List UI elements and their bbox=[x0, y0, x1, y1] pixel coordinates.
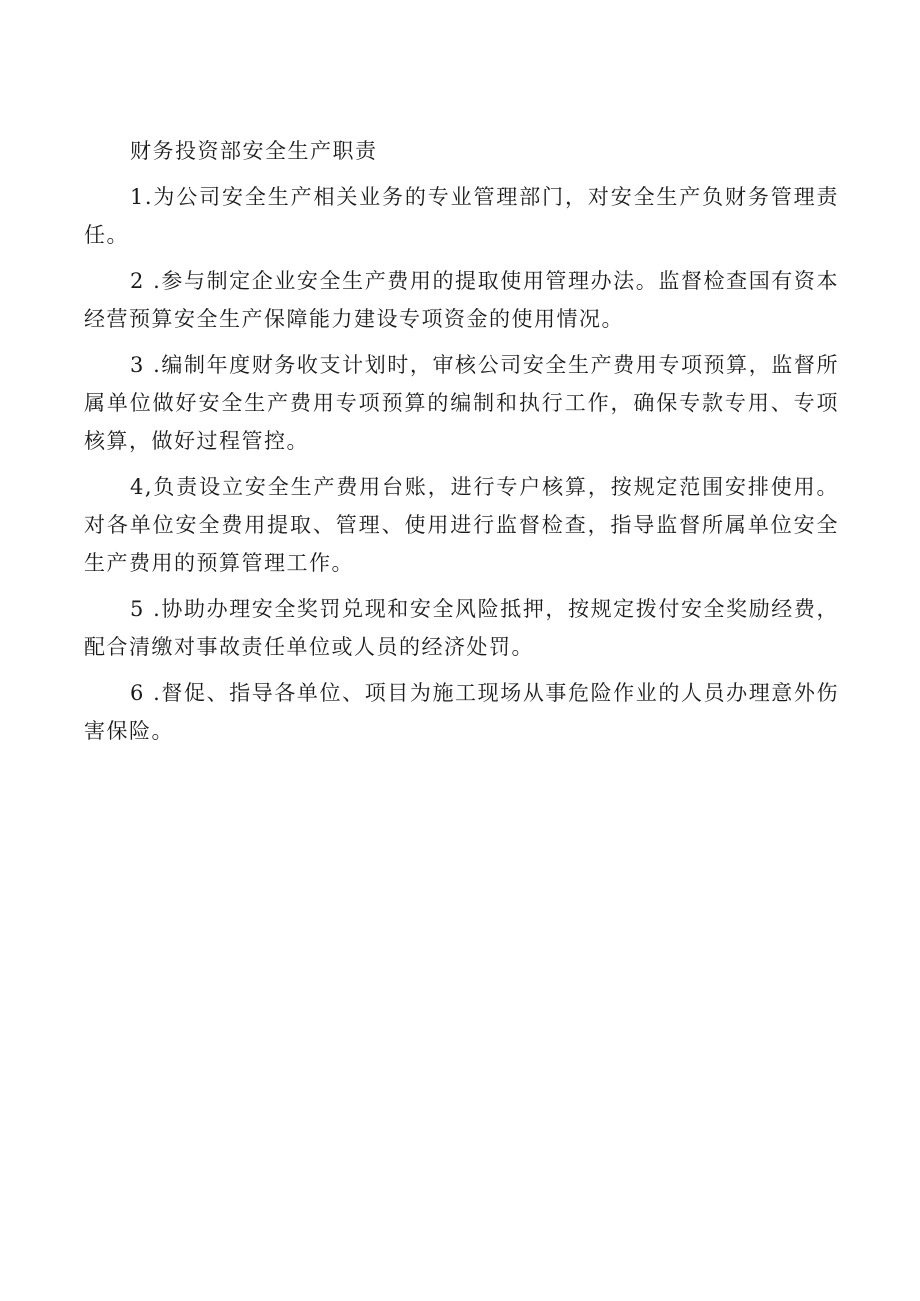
duty-item-1: 1.为公司安全生产相关业务的专业管理部门，对安全生产负财务管理责任。 bbox=[84, 185, 839, 247]
duty-item-5: 5 .协助办理安全奖罚兑现和安全风险抵押，按规定拨付安全奖励经费，配合清缴对事故责任单位或人员的经济处罚。 bbox=[84, 597, 839, 659]
duty-item-6: 6 .督促、指导各单位、项目为施工现场从事危险作业的人员办理意外伤害保险。 bbox=[84, 681, 839, 743]
document-title: 财务投资部安全生产职责 bbox=[130, 139, 378, 163]
duty-item-3: 3 .编制年度财务收支计划时，审核公司安全生产费用专项预算，监督所属单位做好安全生产费用专项预算的编制和执行工作，确保专款专用、专项核算，做好过程管控。 bbox=[84, 353, 839, 453]
document-body bbox=[84, 132, 839, 758]
duty-item-2: 2 .参与制定企业安全生产费用的提取使用管理办法。监督检查国有资本经营预算安全生产保障能力建设专项资金的使用情况。 bbox=[84, 269, 839, 331]
duty-item-4: 4,负责设立安全生产费用台账，进行专户核算，按规定范围安排使用。对各单位安全费用提取、管理、使用进行监督检查，指导监督所属单位安全生产费用的预算管理工作。 bbox=[84, 475, 839, 575]
